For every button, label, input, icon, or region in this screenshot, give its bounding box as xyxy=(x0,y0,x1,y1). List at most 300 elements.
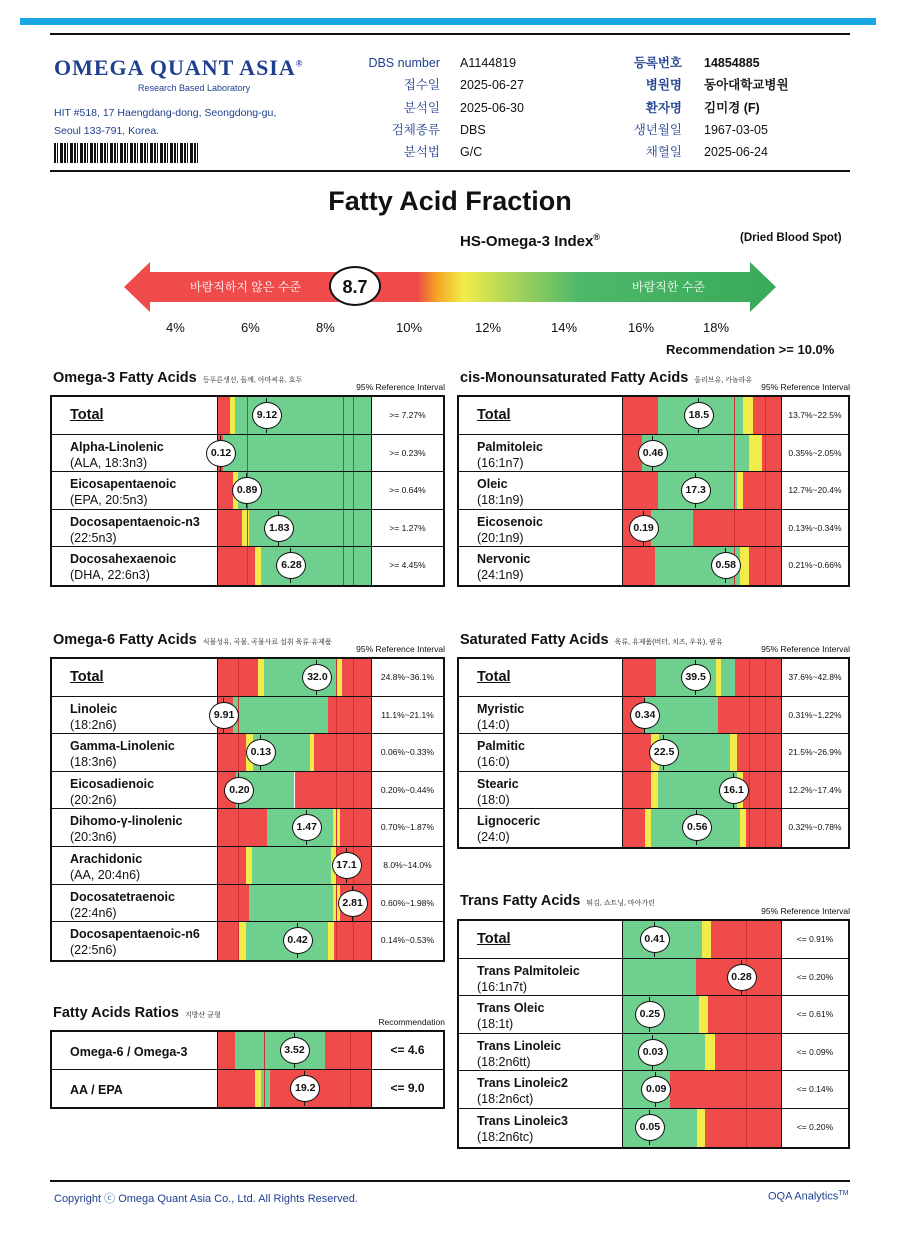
result-value: 0.56 xyxy=(682,814,712,841)
result-value: 3.52 xyxy=(280,1037,310,1064)
acid-name: Linoleic xyxy=(70,701,118,716)
reference-line xyxy=(238,734,239,771)
mono-row xyxy=(459,397,848,435)
reference-bar xyxy=(622,1071,782,1108)
fatty-acid-name xyxy=(52,847,216,884)
reference-line xyxy=(264,1070,265,1108)
acid-name: Nervonic xyxy=(477,552,531,567)
fatty-acid-name xyxy=(52,472,216,509)
fatty-acid-name xyxy=(459,510,623,547)
sat-reference-label: 95% Reference Interval xyxy=(761,644,850,654)
reference-line xyxy=(749,697,750,734)
gauge-tick-label: 8% xyxy=(316,320,335,335)
reference-line xyxy=(765,510,766,547)
reference-range: 0.32%~0.78% xyxy=(788,822,842,833)
omega6-row xyxy=(52,697,443,735)
acid-code: (20:2n6) xyxy=(70,792,117,807)
acid-name: Eicosapentaenoic xyxy=(70,477,177,492)
bar-zone-g xyxy=(261,1070,270,1108)
result-value: 1.47 xyxy=(292,814,322,841)
bar-zone-r xyxy=(218,922,239,960)
reference-line xyxy=(353,809,354,846)
fatty-acid-name xyxy=(459,547,623,585)
reference-line xyxy=(353,397,354,434)
reference-line xyxy=(749,809,750,847)
acid-code: (14:0) xyxy=(477,717,510,732)
bar-zone-y xyxy=(743,397,752,434)
info-cell: 동아대학교병원 xyxy=(704,78,789,93)
info-cell: 채혈일 xyxy=(645,145,682,160)
reference-line xyxy=(247,510,248,547)
fatty-acid-name xyxy=(459,996,623,1033)
acid-name: Lignoceric xyxy=(477,814,541,829)
reference-line xyxy=(746,1071,747,1108)
bar-zone-r xyxy=(746,809,781,847)
bar-zone-r xyxy=(218,734,246,771)
bar-zone-r xyxy=(743,472,781,509)
result-value: 6.28 xyxy=(276,552,306,579)
acid-code: (18:2n6tc) xyxy=(477,1129,534,1144)
ratios-section-title: Fatty Acids Ratios 지방산 균형 xyxy=(53,1005,221,1021)
reference-range: <= 0.91% xyxy=(796,934,834,944)
acid-code: (22:5n3) xyxy=(70,530,117,545)
result-value: 0.20 xyxy=(224,777,254,804)
reference-line xyxy=(264,1032,265,1069)
sat-row xyxy=(459,772,848,810)
omega6-section-title: Omega-6 Fatty Acids 식물성유, 곡물, 곡물사료 섭취 육류·유제품 xyxy=(53,632,332,648)
trans-row xyxy=(459,921,848,959)
result-value: 39.5 xyxy=(681,664,711,691)
reference-bar xyxy=(622,659,782,696)
info-cell: A1144819 xyxy=(460,56,517,70)
reference-bar xyxy=(622,734,782,771)
bar-zone-y xyxy=(697,1109,705,1147)
fatty-acid-name xyxy=(459,397,623,434)
gauge-tick-label: 18% xyxy=(703,320,730,335)
reference-line xyxy=(353,472,354,509)
reference-range: <= 4.6 xyxy=(390,1043,425,1057)
fatty-acid-name xyxy=(459,1071,623,1108)
info-cell: 분석일 xyxy=(403,100,440,115)
reference-line xyxy=(765,697,766,734)
fatty-acid-name xyxy=(52,922,216,960)
reference-line xyxy=(238,659,239,696)
acid-code: (18:2n6tt) xyxy=(477,1054,531,1069)
bar-zone-r xyxy=(218,547,255,585)
brand-text: OQA Analytics™ xyxy=(768,1190,849,1203)
fatty-acid-name xyxy=(52,697,216,734)
bar-zone-r xyxy=(670,1071,781,1108)
info-cell: 김미경 (F) xyxy=(704,100,760,115)
acid-code: (22:4n6) xyxy=(70,905,117,920)
bar-zone-g xyxy=(223,435,371,472)
reference-line xyxy=(765,547,766,585)
info-cell: 1967-03-05 xyxy=(704,122,768,137)
fatty-acid-name xyxy=(52,772,216,809)
acid-code: (18:2n6) xyxy=(70,717,117,732)
bar-zone-y xyxy=(705,1034,714,1071)
sat-row xyxy=(459,659,848,697)
acid-name: Trans Palmitoleic xyxy=(477,963,580,978)
bar-zone-r xyxy=(342,659,371,696)
bar-zone-r xyxy=(325,1032,371,1069)
omega6-row xyxy=(52,922,443,960)
sample-info-labels xyxy=(340,52,440,163)
sat-table xyxy=(457,657,850,849)
fatty-acid-name xyxy=(459,959,623,996)
reference-range: >= 7.27% xyxy=(389,410,426,420)
header-top-rule xyxy=(50,33,850,35)
ratios-table xyxy=(50,1030,445,1109)
info-cell: DBS number xyxy=(368,56,440,70)
reference-bar xyxy=(622,996,782,1033)
fatty-acid-name xyxy=(52,1032,216,1069)
reference-line xyxy=(343,435,344,472)
bar-zone-r xyxy=(314,734,371,771)
result-value: 0.09 xyxy=(641,1076,671,1103)
reference-bar xyxy=(622,1034,782,1071)
header-bottom-rule xyxy=(50,170,850,172)
sat-row xyxy=(459,697,848,735)
fatty-acid-name xyxy=(459,1109,623,1147)
reference-line xyxy=(746,1034,747,1071)
reference-bar xyxy=(622,772,782,809)
ratios-reference-label: Recommendation xyxy=(378,1017,445,1027)
acid-code: (DHA, 22:6n3) xyxy=(70,568,150,583)
result-value: 17.3 xyxy=(681,477,711,504)
omega3-table xyxy=(50,395,445,587)
bar-zone-r xyxy=(735,659,781,696)
acid-code: (22:5n6) xyxy=(70,943,117,958)
gauge-tick-label: 6% xyxy=(241,320,260,335)
info-cell: 2025-06-27 xyxy=(460,78,524,93)
reference-line xyxy=(336,772,337,809)
omega3-row xyxy=(52,435,443,473)
omega3-section-title: Omega-3 Fatty Acids 등푸른생선, 들깨, 아마씨유, 호두 xyxy=(53,370,303,386)
bar-zone-r xyxy=(737,734,781,771)
result-value: 16.1 xyxy=(719,777,749,804)
bar-zone-r xyxy=(218,397,230,434)
reference-line xyxy=(343,510,344,547)
reference-line xyxy=(353,697,354,734)
reference-range: >= 0.64% xyxy=(389,485,426,496)
bar-zone-r xyxy=(328,697,371,734)
fatty-acid-name xyxy=(52,547,216,585)
omega6-row xyxy=(52,772,443,810)
fatty-acid-name xyxy=(52,809,216,846)
info-cell: DBS xyxy=(460,122,486,137)
omega3-row xyxy=(52,547,443,585)
reference-range: <= 0.20% xyxy=(796,1121,834,1132)
acid-name: Palmitoleic xyxy=(477,439,543,454)
acid-code: (20:3n6) xyxy=(70,830,117,845)
reference-range: <= 0.14% xyxy=(796,1084,834,1095)
acid-name: Dihomo-γ-linolenic xyxy=(70,814,183,829)
reference-bar xyxy=(622,510,782,547)
omega3-row xyxy=(52,397,443,435)
omega3-row xyxy=(52,510,443,548)
acid-name: Trans Linoleic2 xyxy=(477,1076,569,1091)
bar-zone-r xyxy=(623,397,658,434)
reference-bar xyxy=(217,734,372,771)
sat-row xyxy=(459,734,848,772)
company-address: HIT #518, 17 Haengdang-dong, Seongdong-gu, Seoul 133-791, Korea. xyxy=(54,107,277,137)
trans-row xyxy=(459,996,848,1034)
bar-zone-r xyxy=(218,472,233,509)
top-accent-bar xyxy=(20,18,876,25)
footer-rule xyxy=(50,1180,850,1182)
trans-row xyxy=(459,1071,848,1109)
result-value: 0.41 xyxy=(640,926,670,953)
reference-line xyxy=(734,397,735,434)
reference-line xyxy=(749,772,750,809)
reference-range: 0.21%~0.66% xyxy=(788,560,842,571)
omega6-row xyxy=(52,847,443,885)
info-cell: 등록번호 xyxy=(633,56,682,70)
gauge-good-label: 바람직한 수준 xyxy=(632,280,705,294)
reference-line xyxy=(749,659,750,696)
reference-line xyxy=(247,547,248,585)
reference-line xyxy=(746,996,747,1033)
acid-name: AA / EPA xyxy=(70,1082,123,1097)
mono-row xyxy=(459,435,848,473)
reference-range: <= 0.09% xyxy=(796,1046,834,1057)
result-value: 2.81 xyxy=(338,890,368,917)
bar-zone-g xyxy=(252,847,332,884)
acid-name: Palmitic xyxy=(477,739,525,754)
reference-bar xyxy=(622,959,782,996)
reference-bar xyxy=(622,472,782,509)
reference-line xyxy=(746,1109,747,1147)
reference-line xyxy=(765,659,766,696)
trans-reference-label: 95% Reference Interval xyxy=(761,906,850,916)
info-cell: 2025-06-30 xyxy=(460,100,524,115)
reference-line xyxy=(353,734,354,771)
acid-name: Stearic xyxy=(477,776,519,791)
acid-code: (18:1n9) xyxy=(477,493,524,508)
result-value: 9.12 xyxy=(252,402,282,429)
gauge-tick-label: 14% xyxy=(551,320,578,335)
fatty-acid-name xyxy=(52,659,216,696)
bar-zone-y xyxy=(740,547,749,585)
acid-code: (24:1n9) xyxy=(477,568,524,583)
reference-line xyxy=(765,734,766,771)
mono-row xyxy=(459,510,848,548)
reference-bar xyxy=(217,922,372,960)
reference-line xyxy=(238,922,239,960)
reference-bar xyxy=(217,1032,372,1069)
reference-bar xyxy=(217,847,372,884)
reference-line xyxy=(247,435,248,472)
reference-bar xyxy=(622,435,782,472)
bar-zone-r xyxy=(218,1070,255,1108)
result-value: 0.25 xyxy=(635,1001,665,1028)
logo-subtitle: Research Based Laboratory xyxy=(138,83,251,93)
result-value: 0.03 xyxy=(638,1039,668,1066)
reference-range: 12.7%~20.4% xyxy=(788,485,842,496)
trans-section-title: Trans Fatty Acids 튀김, 쇼트닝, 마아가린 xyxy=(460,893,655,909)
reference-bar xyxy=(622,547,782,585)
total-label: Total xyxy=(70,407,104,423)
reference-line xyxy=(343,472,344,509)
bar-zone-g xyxy=(233,697,328,734)
bar-zone-g xyxy=(249,885,333,922)
reference-range: 0.13%~0.34% xyxy=(788,522,842,533)
bar-zone-g xyxy=(721,659,735,696)
mono-row xyxy=(459,472,848,510)
result-value: 19.2 xyxy=(290,1075,320,1102)
reference-line xyxy=(765,472,766,509)
fatty-acid-name xyxy=(459,772,623,809)
reference-bar xyxy=(622,397,782,434)
reference-bar xyxy=(213,697,372,734)
bar-zone-r xyxy=(753,397,781,434)
reference-bar xyxy=(217,772,372,809)
reference-range: 21.5%~26.9% xyxy=(788,747,842,758)
fatty-acid-name xyxy=(459,1034,623,1071)
omega6-reference-label: 95% Reference Interval xyxy=(356,644,445,654)
reference-line xyxy=(765,435,766,472)
reference-line xyxy=(353,547,354,585)
bar-zone-r xyxy=(340,809,371,846)
info-cell: 검체종류 xyxy=(391,122,440,137)
bar-zone-r xyxy=(708,996,781,1033)
reference-bar xyxy=(622,1109,782,1147)
reference-range: >= 1.27% xyxy=(389,522,426,533)
reference-range: 13.7%~22.5% xyxy=(788,410,842,420)
reference-line xyxy=(247,397,248,434)
acid-name: Docosatetraenoic xyxy=(70,889,175,904)
reference-line xyxy=(238,809,239,846)
bar-zone-y xyxy=(699,996,708,1033)
acid-name: Eicosadienoic xyxy=(70,776,155,791)
acid-name: Gamma-Linolenic xyxy=(70,739,175,754)
acid-code: (18:2n6ct) xyxy=(477,1092,534,1107)
acid-code: (16:1n7) xyxy=(477,455,524,470)
sat-section-title: Saturated Fatty Acids 육류, 유제품(버터, 치즈, 우유), 팜유 xyxy=(460,632,723,648)
reference-line xyxy=(336,885,337,922)
reference-range: 0.06%~0.33% xyxy=(380,747,435,758)
reference-line xyxy=(734,435,735,472)
gauge-bad-label: 바람직하지 않은 수준 xyxy=(190,280,301,294)
omega6-row xyxy=(52,885,443,923)
bar-zone-r xyxy=(623,734,651,771)
bar-zone-r xyxy=(705,1109,781,1147)
acid-name: Docosapentaenoic-n3 xyxy=(70,514,200,529)
bar-zone-r xyxy=(218,510,242,547)
reference-bar xyxy=(217,472,372,509)
reference-line xyxy=(336,922,337,960)
info-cell: 분석법 xyxy=(403,145,440,160)
reference-line xyxy=(336,659,337,696)
omega3-reference-label: 95% Reference Interval xyxy=(356,382,445,392)
reference-line xyxy=(746,921,747,958)
reference-bar xyxy=(217,809,372,846)
page-title: Fatty Acid Fraction xyxy=(328,186,572,216)
bar-zone-r xyxy=(218,885,249,922)
mono-row xyxy=(459,547,848,585)
fatty-acid-name xyxy=(459,734,623,771)
omega6-table xyxy=(50,657,445,962)
mono-reference-label: 95% Reference Interval xyxy=(761,382,850,392)
reference-range: >= 4.45% xyxy=(389,560,426,571)
info-cell: 14854885 xyxy=(704,56,760,70)
reference-bar xyxy=(217,1070,372,1108)
gauge-tick-label: 12% xyxy=(475,320,502,335)
acid-code: (EPA, 20:5n3) xyxy=(70,493,148,508)
info-cell: G/C xyxy=(460,145,483,160)
hs-index-label: HS-Omega-3 Index® xyxy=(460,232,601,250)
acid-name: Docosapentaenoic-n6 xyxy=(70,927,200,942)
acid-code: (ALA, 18:3n3) xyxy=(70,455,148,470)
acid-code: (18:1t) xyxy=(477,1017,514,1032)
fatty-acid-name xyxy=(459,435,623,472)
result-value: 0.13 xyxy=(246,739,276,766)
hs-recommendation: Recommendation >= 10.0% xyxy=(666,342,835,357)
acid-code: (16:0) xyxy=(477,755,510,770)
fatty-acid-name xyxy=(52,1070,216,1108)
reference-bar xyxy=(622,809,782,847)
sat-row xyxy=(459,809,848,847)
fatty-acid-name xyxy=(459,697,623,734)
result-value: 0.19 xyxy=(629,515,659,542)
reference-range: >= 0.23% xyxy=(389,447,426,458)
reference-bar xyxy=(217,510,372,547)
ratios-row xyxy=(52,1070,443,1108)
result-value: 17.1 xyxy=(332,852,362,879)
hs-omega3-gauge xyxy=(124,262,776,312)
bar-zone-g xyxy=(623,959,696,996)
info-cell: 접수일 xyxy=(403,78,440,93)
result-value: 0.28 xyxy=(727,964,757,991)
bar-zone-r xyxy=(270,1070,371,1108)
bar-zone-r xyxy=(623,772,651,809)
fatty-acid-name xyxy=(459,472,623,509)
acid-name: Myristic xyxy=(477,701,525,716)
sample-type-label: (Dried Blood Spot) xyxy=(740,232,842,244)
reference-line xyxy=(336,734,337,771)
reference-line xyxy=(765,772,766,809)
result-value: 0.46 xyxy=(638,440,668,467)
reference-line xyxy=(353,435,354,472)
reference-range: 0.35%~2.05% xyxy=(788,447,842,458)
reference-range: 0.70%~1.87% xyxy=(380,822,435,833)
fatty-acid-name xyxy=(52,397,216,434)
bar-zone-r xyxy=(693,510,781,547)
acid-code: (18:0) xyxy=(477,792,510,807)
patient-info-values xyxy=(704,52,789,163)
reference-line xyxy=(350,1070,351,1108)
bar-zone-r xyxy=(623,809,645,847)
reference-range: 24.8%~36.1% xyxy=(380,672,435,682)
acid-name: Docosahexaenoic xyxy=(70,552,177,567)
total-label: Total xyxy=(477,407,511,423)
acid-name: Oleic xyxy=(477,477,508,492)
bar-zone-r xyxy=(218,1032,235,1069)
mono-section-title: cis-Monounsaturated Fatty Acids 올리브유, 카놀라유 xyxy=(460,370,753,386)
trans-row xyxy=(459,959,848,997)
reference-line xyxy=(749,734,750,771)
reference-bar xyxy=(217,397,372,434)
total-label: Total xyxy=(477,669,511,685)
acid-code: (16:1n7t) xyxy=(477,979,528,994)
reference-range: <= 9.0 xyxy=(390,1080,425,1095)
reference-line xyxy=(353,922,354,960)
trans-row xyxy=(459,1034,848,1072)
acid-name: Trans Oleic xyxy=(477,1001,545,1016)
reference-line xyxy=(343,547,344,585)
fatty-acid-name xyxy=(459,921,623,958)
